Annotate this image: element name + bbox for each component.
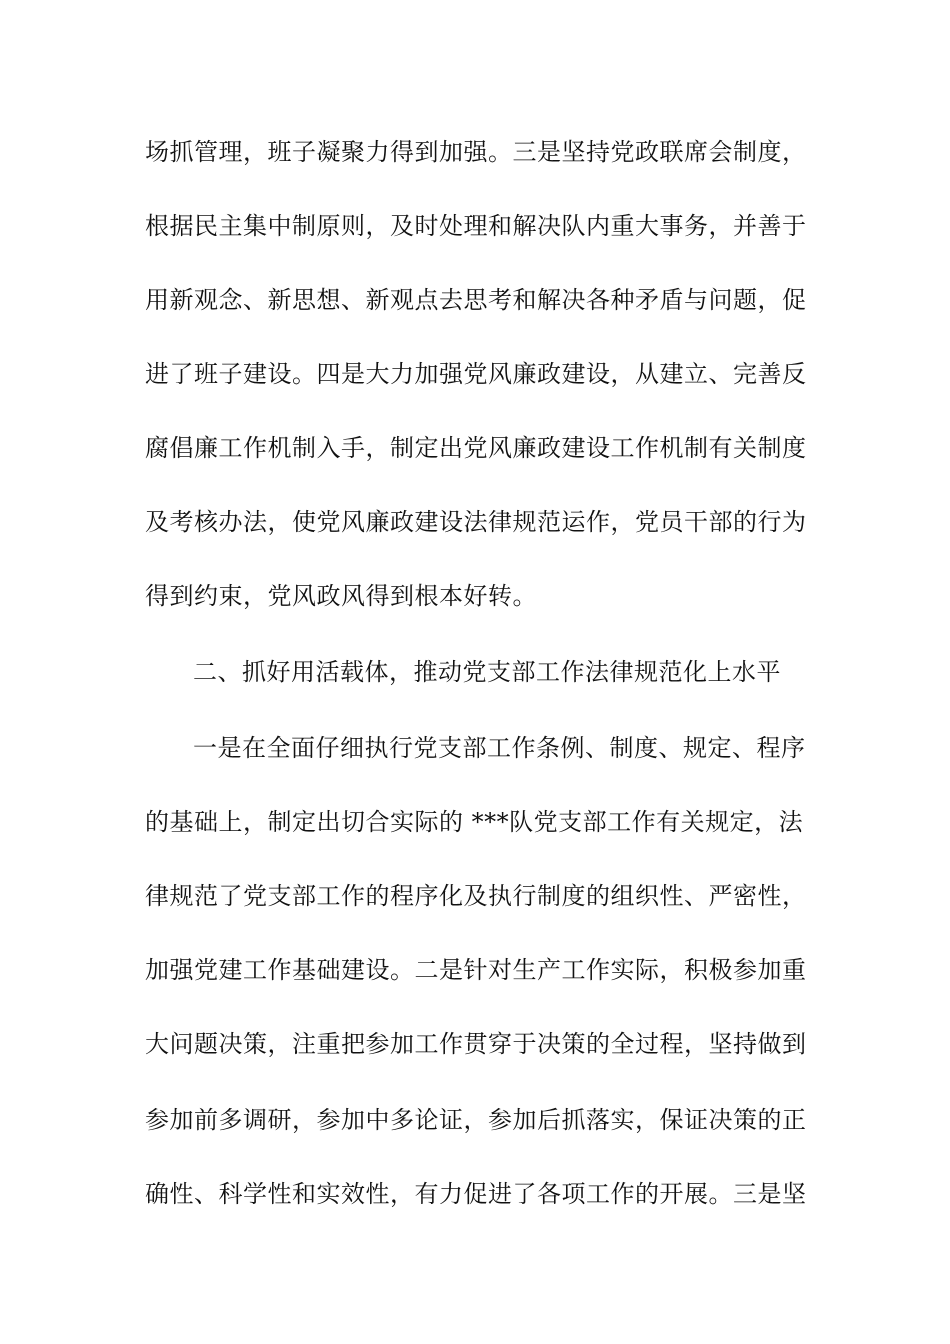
text-line-14: 参加前多调研，参加中多论证，参加后抓落实，保证决策的正	[145, 1106, 807, 1134]
text-line-13: 大问题决策，注重把参加工作贯穿于决策的全过程，坚持做到	[145, 1030, 807, 1058]
text-line-9: 一是在全面仔细执行党支部工作条例、制度、规定、程序	[193, 734, 806, 762]
text-line-12: 加强党建工作基础建设。二是针对生产工作实际，积极参加重	[145, 956, 807, 984]
text-line-4: 进了班子建设。四是大力加强党风廉政建设，从建立、完善反	[145, 360, 807, 388]
text-line-5: 腐倡廉工作机制入手，制定出党风廉政建设工作机制有关制度	[145, 434, 807, 462]
text-line-11: 律规范了党支部工作的程序化及执行制度的组织性、严密性，	[145, 882, 807, 910]
text-line-6: 及考核办法，使党风廉政建设法律规范运作，党员干部的行为	[145, 508, 807, 536]
text-line-15: 确性、科学性和实效性，有力促进了各项工作的开展。三是坚	[145, 1180, 807, 1208]
section-heading: 二、抓好用活载体，推动党支部工作法律规范化上水平	[193, 658, 781, 686]
text-line-3: 用新观念、新思想、新观点去思考和解决各种矛盾与问题，促	[145, 286, 807, 314]
text-line-1: 场抓管理，班子凝聚力得到加强。三是坚持党政联席会制度，	[145, 138, 807, 166]
text-line-10: 的基础上，制定出切合实际的 ***队党支部工作有关规定，法	[145, 808, 804, 836]
text-line-7: 得到约束，党风政风得到根本好转。	[145, 582, 537, 610]
text-line-2: 根据民主集中制原则，及时处理和解决队内重大事务，并善于	[145, 212, 807, 240]
